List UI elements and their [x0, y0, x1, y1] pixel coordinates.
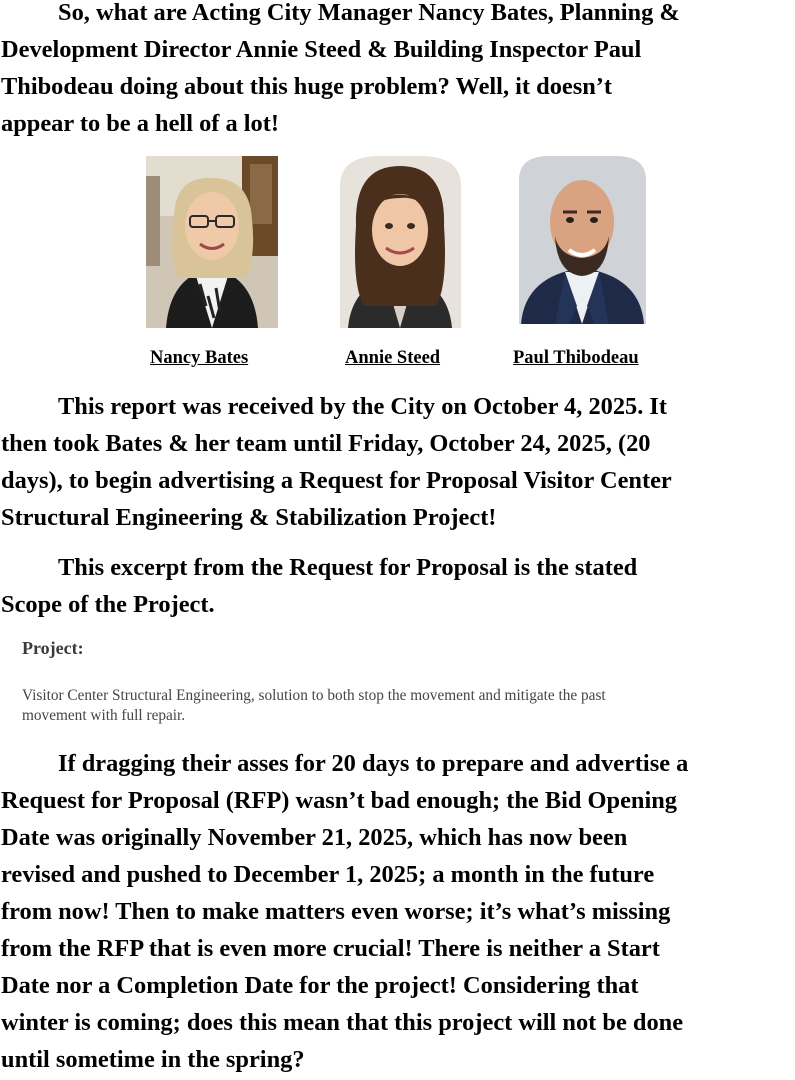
rfp-line: from now! Then to make matters even worse; it’s what’s missing [1, 898, 671, 925]
excerpt-heading: Project: [22, 638, 84, 658]
paul-thibodeau-photo [519, 156, 646, 324]
intro-paragraph [1, 0, 794, 142]
excerpt-line: movement with full repair. [22, 707, 186, 724]
excerpt-intro-paragraph [1, 549, 794, 623]
excerpt-intro-line: Scope of the Project. [1, 591, 215, 618]
nancy-bates-caption: Nancy Bates [150, 348, 249, 368]
report-line: Structural Engineering & Stabilization Project! [1, 504, 497, 531]
intro-line: Thibodeau doing about this huge problem? Well, it doesn’t [1, 73, 613, 100]
rfp-line: revised and pushed to December 1, 2025; a month in the future [1, 861, 655, 888]
rfp-line: winter is coming; does this mean that this project will not be done [1, 1009, 684, 1036]
rfp-line: until sometime in the spring? [1, 1046, 305, 1073]
annie-steed-photo [340, 156, 461, 328]
report-line: days), to begin advertising a Request for Proposal Visitor Center [1, 467, 672, 494]
intro-line: So, what are Acting City Manager Nancy Bates, Planning & [58, 0, 680, 26]
rfp-line: Date was originally November 21, 2025, which has now been [1, 824, 628, 851]
rfp-line: Request for Proposal (RFP) wasn’t bad enough; the Bid Opening [1, 787, 678, 814]
annie-steed-caption: Annie Steed [345, 348, 441, 368]
rfp-line: If dragging their asses for 20 days to prepare and advertise a [58, 750, 689, 777]
nancy-bates-photo [146, 156, 278, 328]
report-paragraph [1, 388, 794, 536]
rfp-excerpt [0, 628, 795, 738]
excerpt-line: Visitor Center Structural Engineering, solution to both stop the movement and mitigate the past [22, 687, 606, 704]
rfp-line: Date nor a Completion Date for the project! Considering that [1, 972, 639, 999]
report-line: This report was received by the City on October 4, 2025. It [58, 393, 668, 420]
intro-line: appear to be a hell of a lot! [1, 110, 279, 137]
intro-line: Development Director Annie Steed & Building Inspector Paul [1, 36, 642, 63]
rfp-paragraph [1, 745, 794, 1078]
excerpt-intro-line: This excerpt from the Request for Proposal is the stated [58, 554, 638, 581]
excerpt-body [22, 686, 787, 726]
paul-thibodeau-caption: Paul Thibodeau [513, 348, 639, 368]
report-line: then took Bates & her team until Friday, October 24, 2025, (20 [1, 430, 651, 457]
rfp-line: from the RFP that is even more crucial! There is neither a Start [1, 935, 660, 962]
